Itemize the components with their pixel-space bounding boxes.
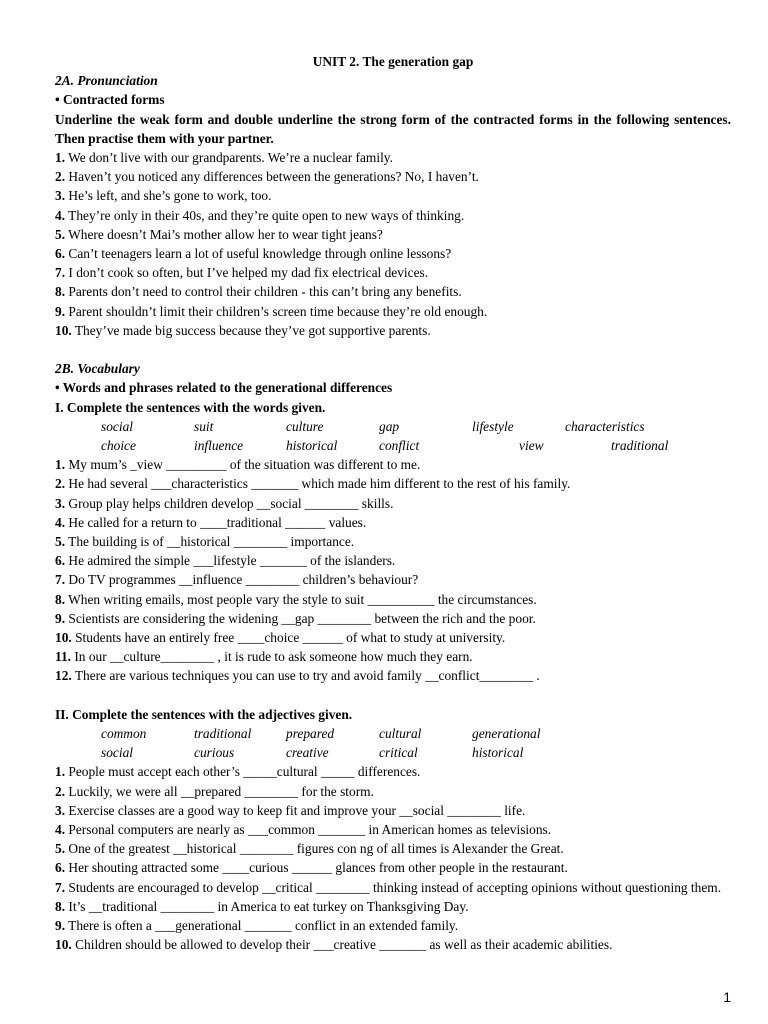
exercise-item xyxy=(55,878,731,897)
word-bank-item: traditional xyxy=(611,438,669,454)
part2-exercise-list xyxy=(55,762,731,954)
section-spacer xyxy=(55,686,731,705)
item-number: 1. xyxy=(55,457,66,473)
item-number: 3. xyxy=(55,495,66,511)
item-text: He’s left, and she’s gone to work, too. xyxy=(65,188,272,204)
exercise-item xyxy=(55,206,731,225)
item-number: 9. xyxy=(55,303,66,319)
exercise-item xyxy=(55,647,731,666)
item-text: Personal computers are nearly as ___common _______ in American homes as televisions. xyxy=(65,822,552,838)
document-body xyxy=(55,52,731,954)
word-bank-item: view xyxy=(519,438,544,454)
item-text: He admired the simple ___lifestyle _______ of the islanders. xyxy=(65,553,396,569)
exercise-item xyxy=(55,820,731,839)
item-number: 4. xyxy=(55,514,66,530)
exercise-item xyxy=(55,244,731,263)
exercise-item xyxy=(55,609,731,628)
item-text: One of the greatest __historical ________ figures con ng of all times is Alexander the Great. xyxy=(65,841,564,857)
item-number: 10. xyxy=(55,630,72,646)
word-bank-item: traditional xyxy=(194,726,252,742)
exercise-item xyxy=(55,762,731,781)
item-text: People must accept each other’s _____cultural _____ differences. xyxy=(65,764,421,780)
item-number: 6. xyxy=(55,553,66,569)
exercise-item xyxy=(55,302,731,321)
item-number: 7. xyxy=(55,572,66,588)
word-bank-item: social xyxy=(101,745,133,761)
word-bank-item: gap xyxy=(379,418,400,434)
item-number: 1. xyxy=(55,150,66,166)
item-number: 5. xyxy=(55,841,66,857)
exercise-item xyxy=(55,186,731,205)
item-number: 2. xyxy=(55,169,66,185)
item-number: 8. xyxy=(55,284,66,300)
item-text: Her shouting attracted some ____curious ______ glances from other people in the restaurant. xyxy=(65,860,568,876)
item-text: Where doesn’t Mai’s mother allow her to wear tight jeans? xyxy=(65,226,383,242)
item-number: 11. xyxy=(55,649,71,665)
exercise-item xyxy=(55,801,731,820)
exercise-item xyxy=(55,263,731,282)
word-bank-item: prepared xyxy=(286,726,335,742)
exercise-item xyxy=(55,570,731,589)
item-text: Haven’t you noticed any differences between the generations? No, I haven’t. xyxy=(65,169,479,185)
word-bank-item: generational xyxy=(472,726,541,742)
word-bank-item: common xyxy=(101,726,147,742)
word-bank-item: suit xyxy=(194,418,214,434)
part2-instruction: II. Complete the sentences with the adjectives given. xyxy=(55,706,353,722)
word-bank-item: influence xyxy=(194,438,244,454)
word-bank-item: historical xyxy=(286,438,338,454)
page-number: 1 xyxy=(723,989,731,1005)
exercise-item xyxy=(55,858,731,877)
item-number: 9. xyxy=(55,918,66,934)
exercise-item xyxy=(55,148,731,167)
item-number: 2. xyxy=(55,476,66,492)
item-number: 6. xyxy=(55,860,66,876)
item-number: 5. xyxy=(55,534,66,550)
item-text: We don’t live with our grandparents. We’re a nuclear family. xyxy=(65,150,393,166)
word-bank-row xyxy=(55,436,731,455)
item-number: 8. xyxy=(55,591,66,607)
exercise-item xyxy=(55,628,731,647)
word-bank-item: social xyxy=(101,418,133,434)
item-text: I don’t cook so often, but I’ve helped my dad fix electrical devices. xyxy=(65,265,429,281)
page-title: UNIT 2. The generation gap xyxy=(312,54,474,69)
exercise-item xyxy=(55,513,731,532)
pronunciation-subheading: • Contracted forms xyxy=(55,92,165,108)
word-bank-item: characteristics xyxy=(565,418,645,434)
exercise-item xyxy=(55,532,731,551)
item-number: 7. xyxy=(55,265,66,281)
pronunciation-instruction: Underline the weak form and double underline the strong form of the contracted forms in the following sentences. Then practise them with your partner. xyxy=(55,111,731,146)
pronunciation-list xyxy=(55,148,731,340)
word-bank-row xyxy=(55,743,731,762)
exercise-item xyxy=(55,455,731,474)
item-number: 12. xyxy=(55,668,72,684)
word-bank-item: culture xyxy=(286,418,324,434)
exercise-item xyxy=(55,782,731,801)
item-text: The building is of __historical ________ importance. xyxy=(65,534,355,550)
word-bank-row xyxy=(55,724,731,743)
vocabulary-heading: 2B. Vocabulary xyxy=(55,361,140,377)
item-number: 4. xyxy=(55,822,66,838)
item-text: In our __culture________ , it is rude to ask someone how much they earn. xyxy=(71,649,473,665)
exercise-item xyxy=(55,225,731,244)
item-text: Group play helps children develop __social ________ skills. xyxy=(65,495,394,511)
exercise-item xyxy=(55,474,731,493)
part1-exercise-list xyxy=(55,455,731,685)
item-text: He called for a return to ____traditional ______ values. xyxy=(65,514,367,530)
item-text: Can’t teenagers learn a lot of useful knowledge through online lessons? xyxy=(65,246,452,262)
exercise-item xyxy=(55,551,731,570)
exercise-item xyxy=(55,282,731,301)
exercise-item xyxy=(55,167,731,186)
item-number: 3. xyxy=(55,802,66,818)
exercise-item xyxy=(55,321,731,340)
item-text: Do TV programmes __influence ________ children’s behaviour? xyxy=(65,572,419,588)
exercise-item xyxy=(55,897,731,916)
item-text: Students have an entirely free ____choice ______ of what to study at university. xyxy=(71,630,506,646)
word-bank-item: choice xyxy=(101,438,136,454)
item-number: 2. xyxy=(55,783,66,799)
word-bank-item: lifestyle xyxy=(472,418,514,434)
item-number: 3. xyxy=(55,188,66,204)
item-number: 8. xyxy=(55,898,66,914)
item-text: They’ve made big success because they’ve got supportive parents. xyxy=(71,322,431,338)
item-text: Parent shouldn’t limit their children’s screen time because they’re old enough. xyxy=(65,303,488,319)
vocabulary-subheading: • Words and phrases related to the generational differences xyxy=(55,380,393,396)
item-text: Scientists are considering the widening __gap ________ between the rich and the poor. xyxy=(65,610,536,626)
item-number: 9. xyxy=(55,610,66,626)
pronunciation-heading: 2A. Pronunciation xyxy=(55,73,158,89)
item-number: 7. xyxy=(55,879,66,895)
item-number: 10. xyxy=(55,322,72,338)
section-spacer xyxy=(55,340,731,359)
item-text: Luckily, we were all __prepared ________ for the storm. xyxy=(65,783,374,799)
item-text: There is often a ___generational _______ conflict in an extended family. xyxy=(65,918,459,934)
item-text: There are various techniques you can use to try and avoid family __conflict________ . xyxy=(71,668,540,684)
item-text: Exercise classes are a good way to keep fit and improve your __social ________ life. xyxy=(65,802,526,818)
word-bank-item: critical xyxy=(379,745,418,761)
exercise-item xyxy=(55,666,731,685)
item-number: 5. xyxy=(55,226,66,242)
item-number: 4. xyxy=(55,207,66,223)
item-text: He had several ___characteristics _______ which made him different to the rest of his family. xyxy=(65,476,571,492)
item-text: When writing emails, most people vary the style to suit __________ the circumstances. xyxy=(65,591,537,607)
word-bank-item: curious xyxy=(194,745,235,761)
item-text: They’re only in their 40s, and they’re quite open to new ways of thinking. xyxy=(65,207,465,223)
item-text: It’s __traditional ________ in America to eat turkey on Thanksgiving Day. xyxy=(65,898,469,914)
part1-instruction: I. Complete the sentences with the words given. xyxy=(55,399,326,415)
exercise-item xyxy=(55,494,731,513)
item-text: My mum’s _view _________ of the situation was different to me. xyxy=(65,457,421,473)
item-number: 10. xyxy=(55,937,72,953)
item-number: 6. xyxy=(55,246,66,262)
item-number: 1. xyxy=(55,764,66,780)
exercise-item xyxy=(55,916,731,935)
word-bank-row xyxy=(55,417,731,436)
exercise-item xyxy=(55,590,731,609)
exercise-item xyxy=(55,839,731,858)
word-bank-item: conflict xyxy=(379,438,420,454)
word-bank-item: cultural xyxy=(379,726,422,742)
exercise-item xyxy=(55,935,731,954)
word-bank-item: historical xyxy=(472,745,524,761)
item-text: Students are encouraged to develop __critical ________ thinking instead of accepting opinions without questioning them. xyxy=(65,879,722,895)
item-text: Children should be allowed to develop their ___creative _______ as well as their academic abilities. xyxy=(71,937,613,953)
word-bank-item: creative xyxy=(286,745,329,761)
item-text: Parents don’t need to control their children - this can’t bring any benefits. xyxy=(65,284,462,300)
